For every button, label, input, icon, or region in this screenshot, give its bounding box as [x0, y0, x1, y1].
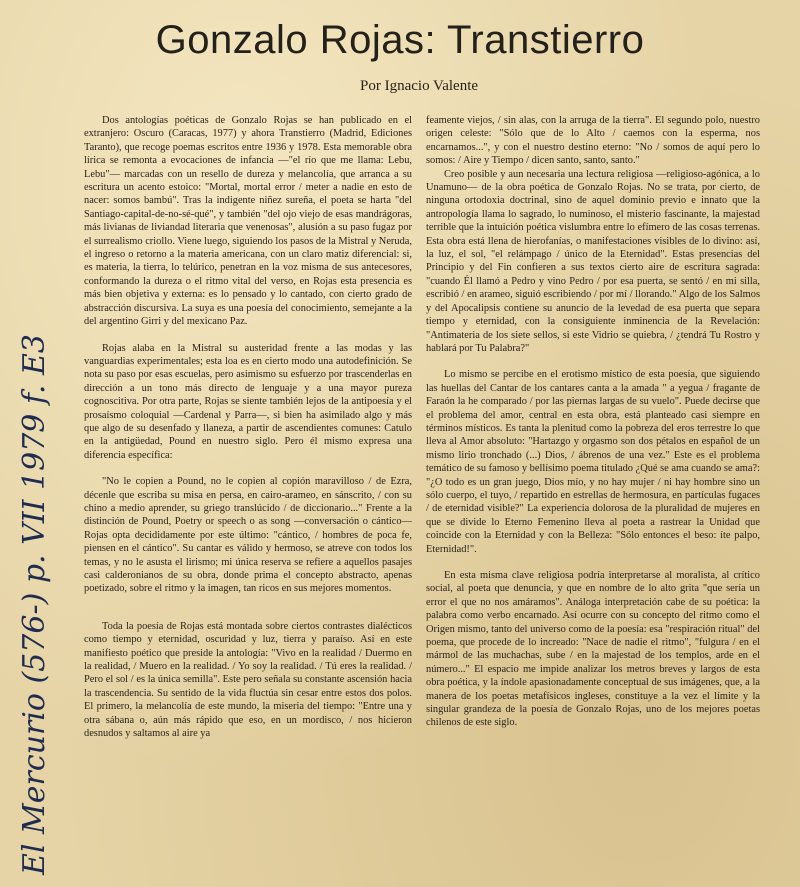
paragraph: Dos antologías poéticas de Gonzalo Rojas se han publicado en el extranjero: Oscuro (Caracas, 1977) y ahora Transtierro (Madrid, Ediciones Taranto), que recoge poemas escritos entre 1936 y 1978. Esta memorable obra lírica se remonta a evocaciones de infancia —"el río que me llama: Lebu, Lebu"— marcadas con un resello de dureza y melancolía, que arranca a su escritura un acento estoico: "Mortal, mortal error / meter a nadie en esto de nacer: somos bambú". Tras la indigente niñez sureña, el poeta se harta "del Santiago-capital-de-no-sé-qué", y también "del ojo viejo de esas mandrágoras, más livianas de liviandad literaria que venenosas", alusión a su paso fugaz por el surrealismo criollo. Viene luego, siguiendo los pasos de la Mistral y Neruda, el ingreso o retorno a la materia americana, con un claro matiz diferencial: si, es materia, la tierra, lo telúrico, penetran en la voz misma de sus antecesores, conformando la dureza o el ritmo vital del verso, en Rojas esta presencia es más bien objetiva y externa: es lo pensado y lo cantado, con cierto grado de abstracción discursiva. La suya es una poesía del conocimiento, semejante a la del argentino Girri y del mexicano Paz. — [84, 115, 412, 328]
handwritten-margin-note — [14, 120, 58, 880]
paragraph: Creo posible y aun necesaria una lectura religiosa —religioso-agónica, a lo Unamuno— de la obra poética de Gonzalo Rojas. No se trata, por cierto, de ninguna ortodoxia doctrinal, sino de aquel dominio previo e innato que la antropología llama lo sagrado, lo numinoso, el misterio fascinante, la majestad terrible que la intuición poética vislumbra entre lo efímero de las cosas terrenas. Esta obra está llena de hierofanías, o manifestaciones visibles de lo divino: así, la luz, el sol, "el relámpago / único de la Eternidad". Estas presencias del Principio y del Fin confieren a sus textos cierto aire de escritura sagrada: "cuando Él llamó a Pedro y vino Pedro / por esa puerta, se sentó / en mi silla, escribió / en arameo, siguió escribiendo / por mí / llorando." Algo de los Salmos y del Apocalipsis contiene su anuncio de la levedad de esa puerta que separa tiempo y eternidad, con la consiguiente inminencia de la Revelación: "Antimateria de los siete sellos, si este Vidrio se quiebra, / ¿tendrá Tu Rostro y hablará por Tu Palabra?" — [426, 168, 760, 354]
paragraph: "No le copien a Pound, no le copien al copión maravilloso / de Ezra, décenle que escriba su misa en persa, en cairo-arameo, en sánscrito, / con su chino a medio aprender, su griego translúcido / de diccionario..." Frente a la distinción de Pound, Poetry or speech o as song —conversación o cántico— Rojas opta decididamente por este último: "cántico, / hombres de poca fe, piensen en el cántico". Su cantar es válido y hermoso, se atreve con todos los temas, y no le asusta el lirismo; mi única reserva se refiere a aquellos pasajes casi calderonianos de su obra, donde prima el concepto abstracto, apenas poetizado, sobre el ritmo y la imagen, tan ricos en sus mejores momentos. — [84, 476, 412, 595]
paragraph: Lo mismo se percibe en el erotismo místico de esta poesía, que siguiendo las huellas del Cantar de los cantares canta a la amada " a yegua / fragante de Faraón la he comparado / por las piernas largas de su vuelo". Puede decirse que el problema del amor, central en esta obra, está planteado casi siempre en términos místicos. Es tanta la plenitud como la pobreza del eros terrestre lo que lleva al Amor absoluto: "Hartazgo y orgasmo son dos pétalos en español de un mismo lirio tronchado (...) Dios, / ábrenos de una vez." Este es el problema temático de su famoso y bellísimo poema titulado ¿Qué se ama cuando se ama?: "¿O todo es un gran juego, Dios mío, y no hay mujer / ni hay hombre sino un sólo cuerpo, el tuyo, / repartido en estrellas de hermosura, en partículas fugaces / de eternidad visible?" La experiencia dolorosa de la pluralidad de mujeres en que se divide lo Eterno Femenino lleva al poeta a rastrear la Unidad que coincide con la Eternidad y con la Belleza: "Sólo entonces el beso: íte palpo, Eternidad!". — [426, 369, 760, 555]
paragraph: feamente viejos, / sin alas, con la arruga de la tierra". El segundo polo, nuestro origen celeste: "Sólo que de lo Alto / caemos con la esperma, nos encarnamos...", y con el nuestro destino eterno: "No / somos de aquí pero lo somos: / Aire y Tiempo / dicen santo, santo, santo." — [426, 115, 760, 167]
paragraph: Rojas alaba en la Mistral su austeridad frente a las modas y las vanguardias experimentales; esta loa es en cierto modo una autodefinición. Se nota su paso por esas escuelas, pero asimismo su esfuerzo por trascenderlas en dirección a un tono más directo de lenguaje y a una mayor pureza cognoscitiva. Por otra parte, Rojas se siente también lejos de la antipoesía y el prosaísmo coloquial —Cardenal y Parra—, si bien ha asimilado algo y más que algo de su desenfado y llaneza, a partir de ascendientes comunes: Catulo en la antigüedad, Pound en nuestro siglo. Pero él mismo expresa una diferencia específica: — [84, 342, 412, 461]
article-column-right — [426, 114, 760, 730]
article-column-left — [84, 114, 412, 740]
paragraph: En esta misma clave religiosa podría interpretarse al moralista, al crítico social, al poeta que denuncia, y que en nombre de lo alto grita "que sería un error el que no nos amáramos". Análoga interpretación cabe de su poética: la palabra como verbo encarnado. Así ocurre con su concepto del ritmo como el Origen mismo, tanto del universo como de la poesía: esa "respiración ritual" del poema, que procede de lo increado: "Nace de nadie el ritmo", "fulgura / en el mármol de las muchachas, sube / en la majestad de los templos, arde en el número..." El espacio me impide analizar los metros breves y largos de esta obra poética, y la índole apasionadamente conceptual de sus imágenes, que, a la manera de los poetas metafísicos ingleses, constituye a la vez el límite y la singular grandeza de la poesía de Gonzalo Rojas, uno de los mejores poetas chilenos de este siglo. — [426, 570, 760, 729]
paragraph: Toda la poesía de Rojas está montada sobre ciertos contrastes dialécticos como tiempo y eternidad, oscuridad y luz, tierra y paraíso. Así en este manifiesto poético que preside la antología: "Vivo en la realidad / Duermo en la realidad, / Muero en la realidad. / Yo soy la realidad. / Tú eres la realidad. / Pero el sol / es la única semilla". Este pero señala su constante ascensión hacia la trascendencia. Su sentido de la vida fluctúa sin cesar entre estos dos polos. El primero, la melancolía de este mundo, la miseria del tiempo: "Entre una y otra sábana o, aún más rápido que eso, en un mordisco, / nos hicieron desnudos y saltamos al aire ya — [84, 620, 412, 740]
article-title: Gonzalo Rojas: Transtierro — [155, 18, 645, 62]
handwritten-margin-note-image — [14, 120, 58, 880]
margin-note-text: El Mercurio (576-) p. VII 1979 f. E3 — [17, 334, 52, 875]
article-byline: Por Ignacio Valente — [360, 78, 479, 94]
